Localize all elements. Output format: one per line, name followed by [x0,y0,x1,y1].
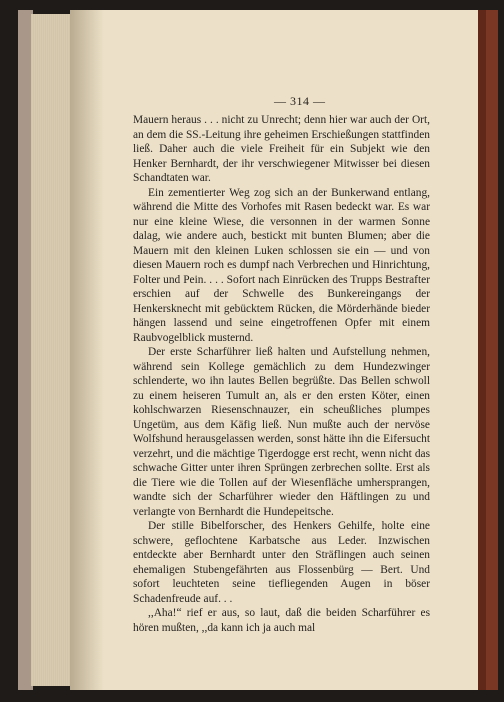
page-number: — 314 — [274,94,326,108]
book-page-stack [31,14,75,686]
paragraph: Der stille Bibelforscher, des Henkers Gehilfe, holte eine schwere, geflochtene Karbatsche aus Leder. Inzwischen entdeckte aber Bernhardt unter den Sträflingen auch seinen ehemaligen Stubengefährten aus Flossenbürg — Bert. Und sofort leuchteten seine tiefliegenden Augen in böser Schadenfreude auf. . . [133,520,430,605]
paragraph: ,,Aha!“ rief er aus, so laut, daß die beiden Scharführer es hören mußten, ,,da kann ich ja auch mal [133,607,430,634]
paragraph: Ein zementierter Weg zog sich an der Bunkerwand entlang, während die Mitte des Vorhofes mit Rasen bedeckt war. Es war nur eine kleine Wiese, die versonnen in der warmen Sonne dalag, wie andere auch, bestickt mit bunten Blumen; aber die Mauern mit den kleinen Luken schlossen sie ein — und von diesen Mauern roch es dumpf nach Verbrechen und Hinrichtung, Folter und Pein. . . . Sofort nach Einrücken des Trupps Bestrafter erschien auf der Schwelle des Bunkereingangs der Henkersknecht mit gebücktem Rücken, die Mörderhände bieder hängen lassend und seine eingetroffenen Opfer mit einem Raubvogelblick musternd. [133,186,430,344]
body-text [133,113,430,635]
page-gutter-shadow [70,10,104,690]
facing-page-edge [478,10,486,690]
paragraph: Der erste Scharführer ließ halten und Aufstellung nehmen, während sein Kollege gemächlich zu dem Hundezwinger schlenderte, wo ihn lautes Bellen begrüßte. Das Bellen schwoll zu einem heiseren Tumult an, als er den ersten Köter, einen kohlschwarzen Riesenschnauzer, ein scheußliches plumpes Ungetüm, aus dem Käfig ließ. Nun mußte auch der nervöse Wolfshund herausgelassen werden, sonst hätte ihn die Eifersucht verzehrt, und die mächtige Tigerdogge erst recht, wenn nicht das schwache Gitter unter ihren Sprüngen zerbrechen sollte. Erst als die Tiere wie die Tollen auf der Wiesenfläche umhersprangen, wandte sich der Scharführer wieder den Häftlingen zu und verlangte von Bernhardt die Hundepeitsche. [133,346,430,518]
paragraph: Mauern heraus . . . nicht zu Unrecht; denn hier war auch der Ort, an dem die SS.-Leitung ihre geheimen Erschießungen stattfinden ließ. Daher auch die viele Freiheit für ein Subjekt wie den Henker Bernhardt, der ihr verschwiegener Mitwisser bei diesen Schandtaten war. [133,114,430,184]
book-cover-right-edge [486,10,498,690]
